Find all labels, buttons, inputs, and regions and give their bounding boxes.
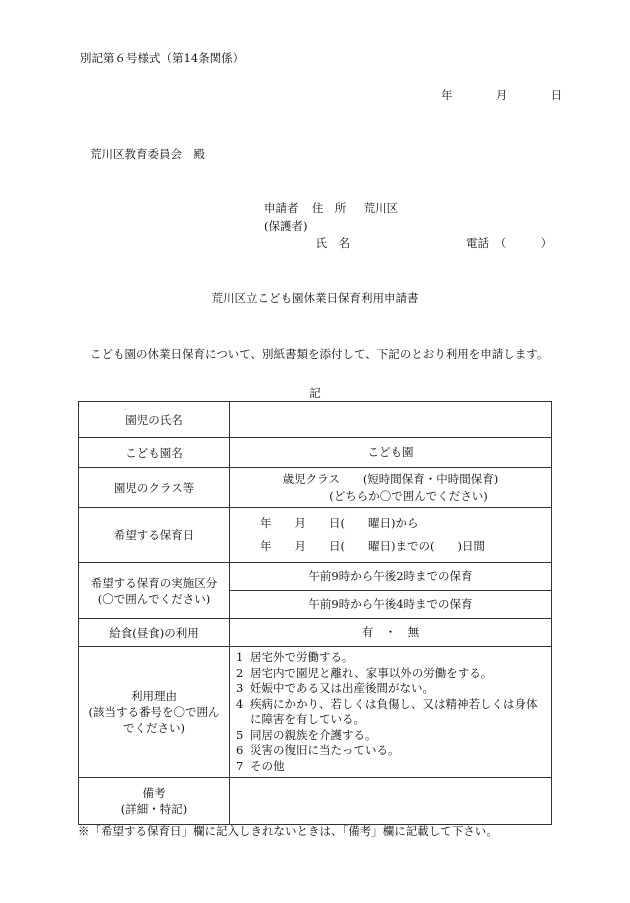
table-row — [79, 508, 552, 563]
meal-field[interactable]: 有 ・ 無 — [230, 619, 552, 647]
applicant-label: 申請者 — [264, 201, 299, 215]
guardian-label: (保護者) — [264, 218, 308, 233]
reason-label: 利用理由 (該当する番号を〇で囲ん でください) — [79, 647, 230, 778]
applicant-block — [264, 200, 553, 253]
date-line-1: 年 月 日( 曜日)から — [260, 516, 419, 530]
list-item[interactable]: 1 居宅外で労働する。 — [236, 650, 354, 664]
name-label: 氏 名 — [315, 236, 351, 250]
class-field[interactable] — [230, 468, 552, 508]
child-name-field[interactable] — [230, 402, 552, 438]
kodomoen-field[interactable]: こども園 — [230, 438, 552, 468]
category-option-1[interactable]: 午前9時から午後2時までの保育 — [230, 563, 552, 591]
phone-label: 電話 （ ） — [466, 236, 553, 250]
list-item[interactable]: 2 居宅内で園児と離れ、家事以外の労働をする。 — [236, 665, 493, 680]
class-line-2: (どちらか〇で囲んでください) — [329, 488, 488, 503]
remarks-field[interactable] — [230, 778, 552, 825]
table-row — [79, 619, 552, 647]
date-field[interactable] — [230, 508, 552, 563]
list-item[interactable]: 6 災害の復旧に当たっている。 — [236, 743, 400, 757]
meal-label: 給食(昼食)の利用 — [79, 619, 230, 647]
date-line — [441, 87, 562, 103]
document-title: 荒川区立こども園休業日保育利用申請書 — [211, 291, 419, 305]
date-label: 希望する保育日 — [79, 508, 230, 563]
class-line-1: 歳児クラス (短時間保育・中時間保育) — [282, 471, 499, 486]
date-year: 年 — [441, 88, 453, 102]
category-label: 希望する保育の実施区分 (〇で囲んでください) — [79, 563, 230, 619]
class-label: 園児のクラス等 — [79, 468, 230, 508]
date-month: 月 — [495, 88, 508, 102]
table-row — [79, 402, 552, 438]
list-item[interactable]: 5 同居の親族を介護する。 — [236, 727, 377, 742]
address-value: 荒川区 — [363, 201, 399, 215]
reason-list[interactable] — [230, 647, 552, 778]
intro-text: こども園の休業日保育について、別紙書類を添付して、下記のとおり利用を申請します。 — [90, 347, 549, 361]
list-item[interactable]: 4 疾病にかかり、若しくは負傷し、又は精神若しくは身体に障害を有している。 — [236, 696, 538, 726]
child-name-label: 園児の氏名 — [79, 402, 230, 438]
ki-heading: 記 — [309, 386, 321, 400]
application-table — [78, 401, 552, 825]
date-line-2: 年 月 日( 曜日)までの( )日間 — [260, 539, 485, 553]
date-day: 日 — [550, 88, 563, 102]
list-item[interactable]: 3 妊娠中である又は出産後間がない。 — [236, 681, 434, 695]
address-label: 住 所 — [311, 201, 347, 215]
addressee: 荒川区教育委員会 殿 — [90, 147, 205, 161]
form-id: 別記第６号様式（第14条関係） — [80, 51, 245, 65]
table-row — [79, 468, 552, 508]
remarks-label: 備考 (詳細・特記) — [79, 778, 230, 825]
footnote: ※「希望する保育日」欄に記入しきれないときは、「備考」欄に記載して下さい。 — [78, 824, 498, 838]
table-row — [79, 438, 552, 468]
kodomoen-label: こども園名 — [79, 438, 230, 468]
category-option-2[interactable]: 午前9時から午後4時までの保育 — [230, 591, 552, 619]
list-item[interactable]: 7 その他 — [236, 758, 285, 773]
table-row — [79, 778, 552, 825]
table-row — [79, 647, 552, 778]
table-row — [79, 563, 552, 591]
